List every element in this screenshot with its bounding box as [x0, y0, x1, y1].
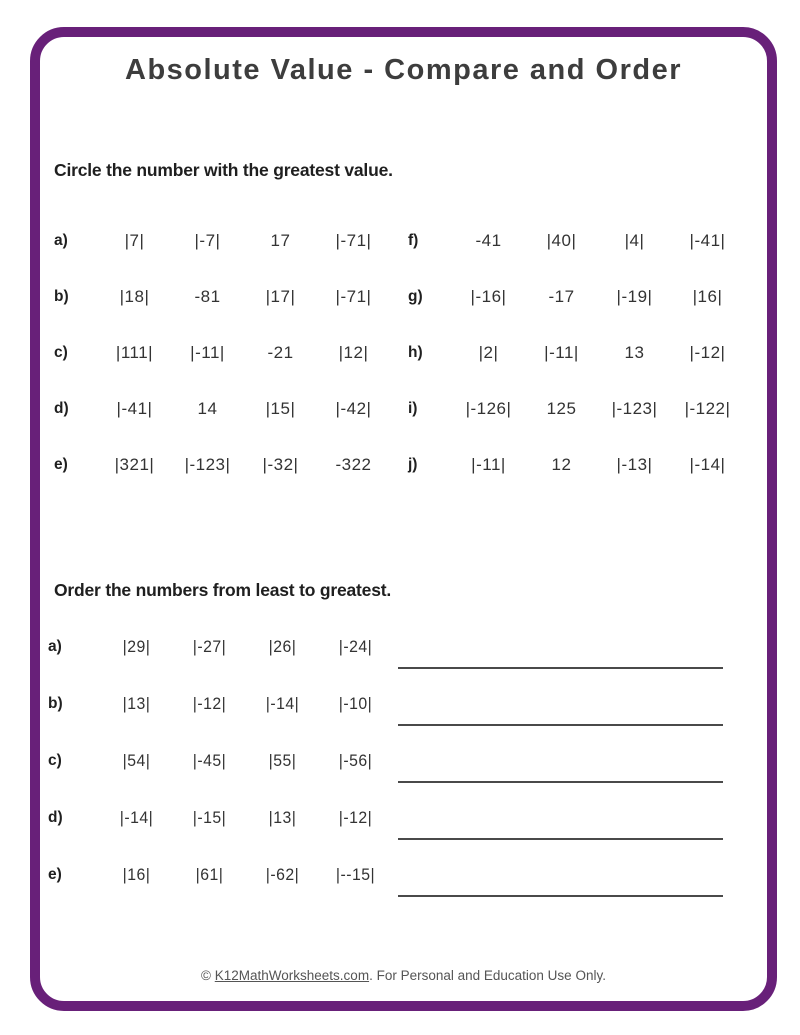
- number-cell: 12: [551, 455, 572, 474]
- section1-heading: Circle the number with the greatest value.: [54, 160, 393, 180]
- answer-line: [398, 724, 723, 726]
- problem-row: [48, 732, 723, 789]
- number-cell: |61|: [195, 864, 224, 884]
- number-cell: |-62|: [265, 864, 300, 884]
- row-label: e): [48, 865, 62, 883]
- number-cell: |13|: [122, 693, 151, 713]
- number-cell: |-12|: [338, 807, 373, 827]
- row-label: a): [48, 637, 62, 655]
- number-cell: |18|: [119, 287, 150, 306]
- number-cell: |4|: [624, 231, 645, 250]
- row-label: g): [408, 288, 423, 305]
- row-label: a): [54, 232, 68, 249]
- number-cell: |-126|: [465, 399, 512, 418]
- section1-problems: [54, 213, 767, 493]
- number-cell: |-56|: [338, 750, 373, 770]
- number-cell: |-12|: [689, 343, 726, 362]
- row-label: h): [408, 344, 423, 361]
- row-label: b): [54, 288, 69, 305]
- number-cell: |-42|: [335, 399, 372, 418]
- number-cell: |--15|: [335, 864, 376, 884]
- number-cell: |13|: [268, 807, 297, 827]
- number-cell: |55|: [268, 750, 297, 770]
- number-cell: |-14|: [265, 693, 300, 713]
- row-label: c): [48, 751, 62, 769]
- number-cell: |-11|: [544, 343, 579, 362]
- number-cell: |-16|: [470, 287, 507, 306]
- number-cell: -81: [194, 287, 221, 306]
- problem-row: [54, 269, 394, 325]
- number-cell: |-11|: [190, 343, 225, 362]
- problem-row: [48, 618, 723, 675]
- row-label: d): [54, 400, 69, 417]
- footer-suffix: . For Personal and Education Use Only.: [369, 968, 606, 983]
- number-cell: |40|: [546, 231, 577, 250]
- number-cell: |12|: [338, 343, 369, 362]
- row-label: f): [408, 232, 419, 249]
- number-cell: |-123|: [611, 399, 658, 418]
- problem-row: [48, 846, 723, 903]
- number-cell: |-15|: [192, 807, 227, 827]
- row-label: c): [54, 344, 68, 361]
- number-cell: 125: [546, 399, 577, 418]
- answer-line: [398, 895, 723, 897]
- row-label: b): [48, 694, 63, 712]
- problem-row: [54, 213, 394, 269]
- number-cell: 14: [197, 399, 218, 418]
- number-cell: |321|: [114, 455, 155, 474]
- number-cell: |-45|: [192, 750, 227, 770]
- section2-heading: Order the numbers from least to greatest.: [54, 580, 392, 600]
- number-cell: |-32|: [262, 455, 299, 474]
- section2-problems: [48, 618, 767, 903]
- problem-row: [54, 437, 394, 493]
- number-cell: |17|: [265, 287, 296, 306]
- worksheet-border-frame: [30, 27, 777, 1011]
- number-cell: |-12|: [192, 693, 227, 713]
- number-cell: |54|: [122, 750, 151, 770]
- number-cell: -41: [475, 231, 502, 250]
- problem-row: [408, 437, 764, 493]
- footer-link[interactable]: K12MathWorksheets.com: [214, 968, 370, 983]
- answer-line: [398, 781, 723, 783]
- number-cell: |-41|: [689, 231, 726, 250]
- number-cell: |15|: [265, 399, 296, 418]
- footer-copyright-prefix: ©: [201, 968, 215, 983]
- number-cell: |-19|: [616, 287, 653, 306]
- section1-right-column: [408, 213, 764, 493]
- problem-row: [48, 675, 723, 732]
- number-cell: |-41|: [116, 399, 153, 418]
- number-cell: |16|: [122, 864, 151, 884]
- answer-line: [398, 838, 723, 840]
- row-label: d): [48, 808, 63, 826]
- number-cell: |-10|: [338, 693, 373, 713]
- number-cell: |-11|: [471, 455, 506, 474]
- number-cell: |-71|: [335, 231, 372, 250]
- number-cell: |7|: [124, 231, 145, 250]
- number-cell: -21: [267, 343, 294, 362]
- answer-line: [398, 667, 723, 669]
- number-cell: |-122|: [684, 399, 731, 418]
- number-cell: |-27|: [192, 636, 227, 656]
- row-label: i): [408, 400, 418, 417]
- number-cell: -322: [335, 455, 372, 474]
- number-cell: |2|: [478, 343, 499, 362]
- number-cell: |29|: [122, 636, 151, 656]
- problem-row: [408, 213, 764, 269]
- problem-row: [54, 381, 394, 437]
- number-cell: 17: [270, 231, 291, 250]
- problem-row: [408, 325, 764, 381]
- number-cell: |16|: [692, 287, 723, 306]
- row-label: j): [408, 456, 418, 473]
- footer: [40, 968, 767, 983]
- number-cell: |-123|: [184, 455, 231, 474]
- number-cell: |26|: [268, 636, 297, 656]
- number-cell: |-13|: [616, 455, 653, 474]
- number-cell: |111|: [115, 343, 154, 362]
- number-cell: |-14|: [689, 455, 726, 474]
- row-label: e): [54, 456, 68, 473]
- page-title: Absolute Value - Compare and Order: [125, 54, 682, 86]
- number-cell: |-71|: [335, 287, 372, 306]
- number-cell: -17: [548, 287, 575, 306]
- section1-left-column: [54, 213, 394, 493]
- problem-row: [54, 325, 394, 381]
- number-cell: |-14|: [119, 807, 154, 827]
- problem-row: [408, 381, 764, 437]
- number-cell: 13: [624, 343, 645, 362]
- problem-row: [48, 789, 723, 846]
- problem-row: [408, 269, 764, 325]
- number-cell: |-7|: [194, 231, 221, 250]
- number-cell: |-24|: [338, 636, 373, 656]
